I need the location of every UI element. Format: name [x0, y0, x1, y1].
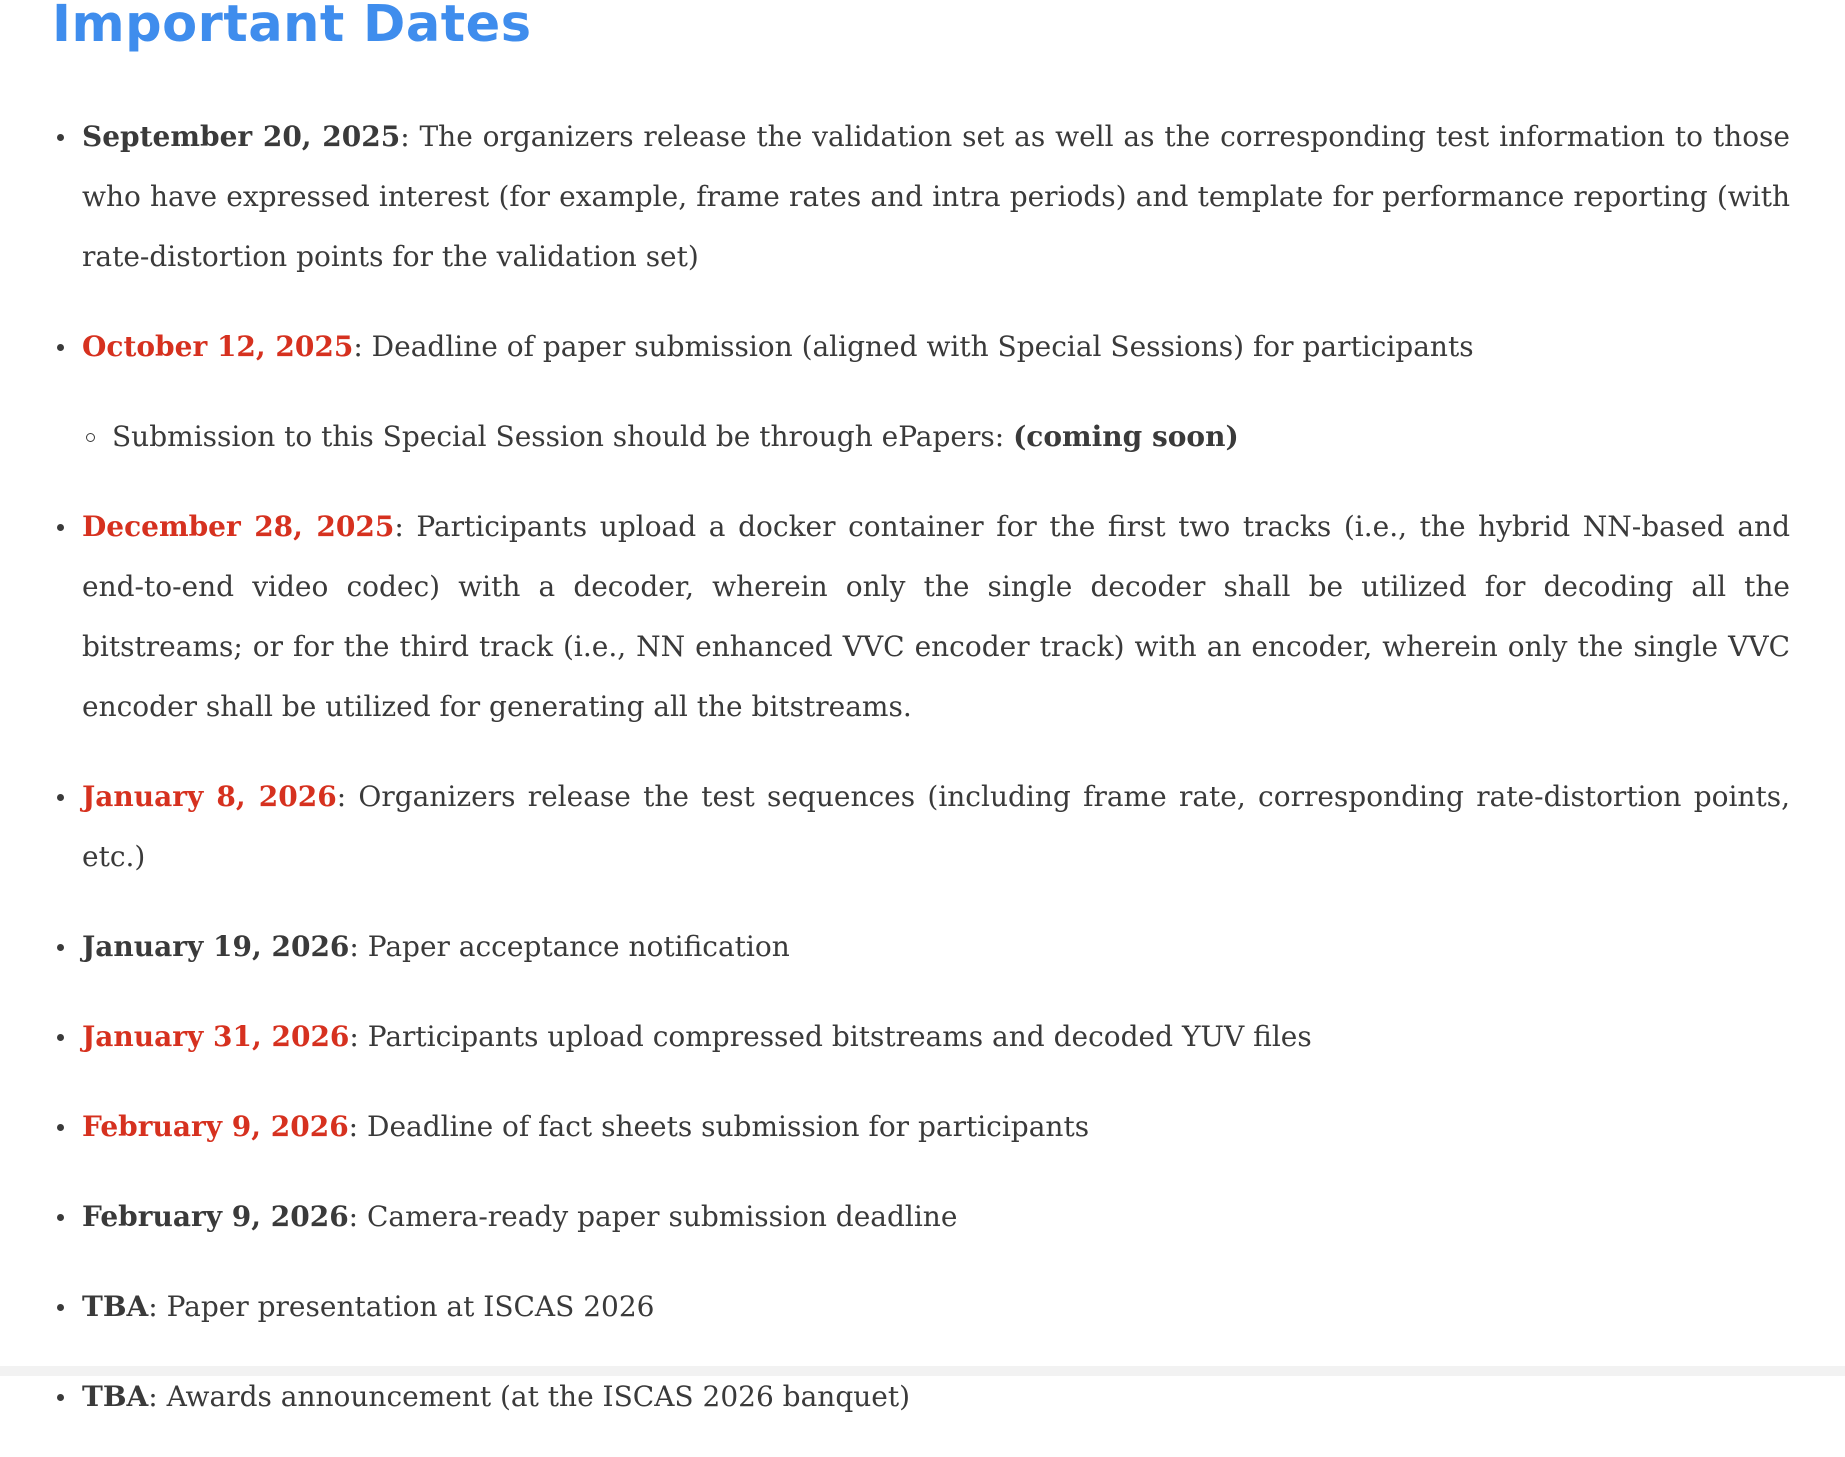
date-item-tba-presentation: [0, 1277, 1845, 1337]
date-description: : Participants upload a docker container for the first two tracks (i.e., the hybrid NN-based and end-to-end video codec) with a decoder, wherein only the single decoder shall be utilized for decoding all the bitstreams; or for the third track (i.e., NN enhanced VVC encoder track) with an encoder, wherein only the single VVC encoder shall be utilized for generating all the bitstreams.: [82, 510, 1791, 723]
date-item-oct-12: [0, 317, 1845, 467]
date-item-tba-awards: [0, 1367, 1845, 1427]
submission-note-text: Submission to this Special Session should be through ePapers:: [112, 420, 1014, 453]
date-item-jan-19: [0, 917, 1845, 977]
date-description: : Camera-ready paper submission deadline: [348, 1200, 958, 1233]
date-item-jan-31: [0, 1007, 1845, 1067]
page-title: Important Dates: [52, 0, 532, 54]
date-description: : The organizers release the validation set as well as the corresponding test information to those who have expressed interest (for example, frame rates and intra periods) and template for performance reporting (with rate-distortion points for the validation set): [82, 120, 1790, 273]
submission-sub-list: [82, 407, 1790, 467]
date-label: February 9, 2026: [82, 1110, 349, 1143]
date-description: : Awards announcement (at the ISCAS 2026 banquet): [148, 1380, 911, 1413]
submission-note: [82, 407, 1790, 467]
date-label: TBA: [82, 1290, 149, 1323]
date-description: : Deadline of fact sheets submission for participants: [348, 1110, 1090, 1143]
date-label: January 31, 2026: [82, 1020, 350, 1053]
date-item-feb-9-factsheets: [0, 1097, 1845, 1157]
date-description: : Participants upload compressed bitstreams and decoded YUV files: [349, 1020, 1312, 1053]
date-label: February 9, 2026: [82, 1200, 349, 1233]
date-label: TBA: [82, 1380, 149, 1413]
important-dates-list: [0, 107, 1845, 1457]
date-label: October 12, 2025: [82, 330, 354, 363]
bottom-edge: [0, 1366, 1845, 1376]
date-item-dec-28: [0, 497, 1845, 737]
date-label: September 20, 2025: [82, 120, 401, 153]
date-item-sep-20: [0, 107, 1845, 287]
date-description: : Paper acceptance notification: [349, 930, 790, 963]
date-description: : Paper presentation at ISCAS 2026: [148, 1290, 655, 1323]
date-label: January 19, 2026: [82, 930, 350, 963]
date-label: January 8, 2026: [82, 780, 337, 813]
date-item-jan-8: [0, 767, 1845, 887]
date-label: December 28, 2025: [82, 510, 395, 543]
coming-soon-text: (coming soon): [1013, 420, 1239, 453]
date-description: : Deadline of paper submission (aligned with Special Sessions) for participants: [353, 330, 1474, 363]
date-description: : Organizers release the test sequences (including frame rate, corresponding rate-distortion points, etc.): [82, 780, 1790, 873]
date-item-feb-9-camera-ready: [0, 1187, 1845, 1247]
